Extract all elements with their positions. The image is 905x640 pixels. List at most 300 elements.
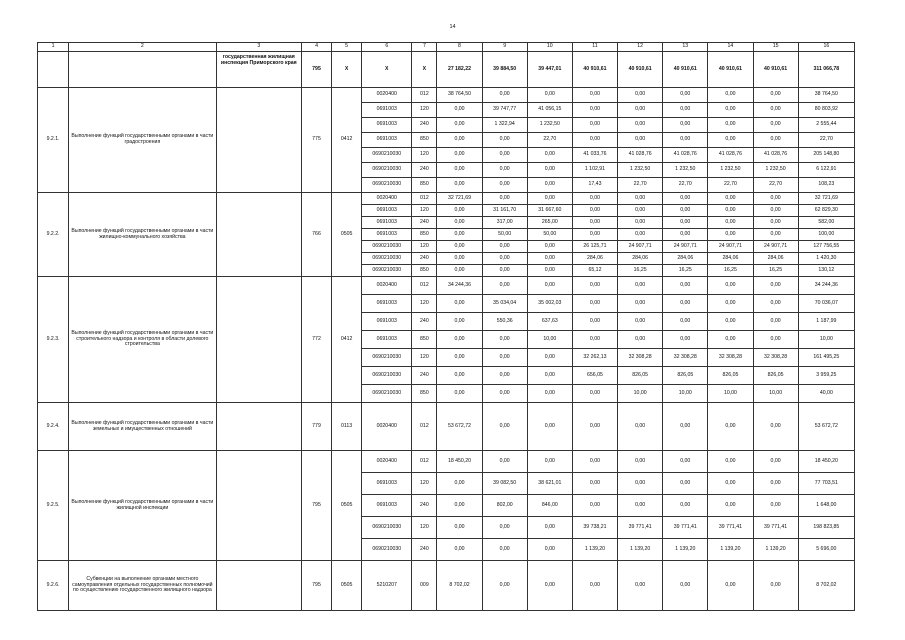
year-value: 0,00 [437,163,482,178]
year-value: 32 308,28 [663,349,708,367]
article-code: 0691003 [362,205,412,217]
year-value: 0,00 [437,495,482,517]
year-value: 0,00 [708,133,753,148]
column-number: 1 [38,43,69,52]
year-value: 0,00 [482,163,527,178]
owner-cell [216,403,301,451]
expense-type: 120 [412,241,437,253]
year-value: 284,06 [663,253,708,265]
summary-total: 311 066,78 [798,52,854,88]
column-number: 5 [332,43,362,52]
row-total: 10,00 [798,331,854,349]
year-value: 0,00 [527,163,572,178]
year-value: 0,00 [753,561,798,611]
section-code: 0505 [332,193,362,277]
year-value: 16,25 [708,265,753,277]
article-code: 0691003 [362,118,412,133]
year-value: 0,00 [437,539,482,561]
year-value: 0,00 [618,103,663,118]
expense-type: 120 [412,148,437,163]
article-code: 0690210030 [362,178,412,193]
year-value: 22,70 [527,133,572,148]
year-value: 0,00 [527,178,572,193]
expense-type: 850 [412,229,437,241]
section-title: Выполнение функций государственными органами в части жилищной инспекции [69,451,217,561]
year-value: 0,00 [618,403,663,451]
article-code: 0691003 [362,103,412,118]
year-value: 0,00 [663,331,708,349]
year-value: 0,00 [482,451,527,473]
column-number: 14 [708,43,753,52]
expense-type: 012 [412,88,437,103]
table-row [38,561,855,611]
owner-cell [216,193,301,277]
expense-type: 012 [412,193,437,205]
year-value: 1 102,91 [572,163,617,178]
year-value: 0,00 [572,118,617,133]
row-total: 22,70 [798,133,854,148]
year-value: 0,00 [663,193,708,205]
year-value: 39 771,41 [708,517,753,539]
row-total: 32 721,69 [798,193,854,205]
year-value: 0,00 [618,193,663,205]
year-value: 0,00 [437,217,482,229]
year-value: 0,00 [753,403,798,451]
year-value: 0,00 [527,253,572,265]
summary-value: 40 910,61 [663,52,708,88]
year-value: 0,00 [437,349,482,367]
expense-type: 120 [412,517,437,539]
year-value: 265,00 [527,217,572,229]
year-value: 0,00 [663,133,708,148]
expense-type: 012 [412,451,437,473]
year-value: 39 771,41 [618,517,663,539]
year-value: 0,00 [618,451,663,473]
article-code: 0691003 [362,331,412,349]
summary-row [38,52,855,88]
year-value: 16,25 [753,265,798,277]
year-value: 17,43 [572,178,617,193]
year-value: 0,00 [708,88,753,103]
year-value: 22,70 [708,178,753,193]
year-value: 1 139,20 [753,539,798,561]
row-total: 1 420,30 [798,253,854,265]
owner-cell [216,277,301,403]
article-code: 0020400 [362,403,412,451]
year-value: 34 244,36 [437,277,482,295]
year-value: 0,00 [708,561,753,611]
year-value: 24 907,71 [663,241,708,253]
year-value: 0,00 [437,241,482,253]
year-value: 0,00 [753,451,798,473]
expense-type: 012 [412,277,437,295]
column-number: 15 [753,43,798,52]
year-value: 35 034,04 [482,295,527,313]
year-value: 24 907,71 [708,241,753,253]
year-value: 41 028,76 [753,148,798,163]
year-value: 0,00 [753,229,798,241]
section-code: 0412 [332,88,362,193]
expense-type: 850 [412,178,437,193]
year-value: 22,70 [753,178,798,193]
summary-value: 40 910,61 [753,52,798,88]
expense-type: 120 [412,473,437,495]
year-value: 0,00 [572,313,617,331]
year-value: 0,00 [572,403,617,451]
year-value: 0,00 [663,313,708,331]
year-value: 0,00 [708,313,753,331]
year-value: 0,00 [753,495,798,517]
year-value: 826,05 [618,367,663,385]
column-number: 12 [618,43,663,52]
section-number: 9.2.2. [38,193,69,277]
summary-value: 39 447,01 [527,52,572,88]
year-value: 32 308,28 [708,349,753,367]
year-value: 0,00 [618,495,663,517]
article-code: 0691003 [362,295,412,313]
expense-type: 850 [412,133,437,148]
year-value: 1 139,20 [663,539,708,561]
expense-type: 850 [412,265,437,277]
year-value: 53 672,72 [437,403,482,451]
table-row [38,88,855,103]
expense-type: 240 [412,163,437,178]
year-value: 0,00 [482,367,527,385]
year-value: 0,00 [437,205,482,217]
row-total: 127 756,55 [798,241,854,253]
year-value: 65,12 [572,265,617,277]
year-value: 0,00 [437,253,482,265]
admin-code: 795 [301,451,331,561]
summary-value: 40 910,61 [572,52,617,88]
year-value: 0,00 [527,561,572,611]
year-value: 0,00 [527,241,572,253]
row-total: 62 829,30 [798,205,854,217]
year-value: 0,00 [708,331,753,349]
year-value: 0,00 [482,178,527,193]
article-code: 0690210030 [362,265,412,277]
section-code: 0505 [332,561,362,611]
year-value: 0,00 [437,473,482,495]
year-value: 39 771,41 [663,517,708,539]
year-value: 16,25 [663,265,708,277]
year-value: 0,00 [663,118,708,133]
row-total: 100,00 [798,229,854,241]
year-value: 32 308,28 [618,349,663,367]
row-total: 1 187,99 [798,313,854,331]
row-total: 5 696,00 [798,539,854,561]
year-value: 656,05 [572,367,617,385]
year-value: 0,00 [572,331,617,349]
table-row [38,403,855,451]
year-value: 0,00 [482,265,527,277]
article-code: 0690210030 [362,148,412,163]
year-value: 24 907,71 [618,241,663,253]
year-value: 50,00 [482,229,527,241]
row-total: 198 823,85 [798,517,854,539]
year-value: 0,00 [618,88,663,103]
expense-type: 850 [412,385,437,403]
section-number: 9.2.5. [38,451,69,561]
year-value: 0,00 [708,277,753,295]
year-value: 0,00 [663,403,708,451]
year-value: 0,00 [572,103,617,118]
year-value: 0,00 [572,495,617,517]
article-code: 0690210030 [362,367,412,385]
article-code: 0691003 [362,473,412,495]
year-value: 0,00 [663,295,708,313]
year-value: 826,05 [663,367,708,385]
row-total: 70 036,07 [798,295,854,313]
summary-cell [69,52,217,88]
row-total: 108,23 [798,178,854,193]
owner-cell [216,451,301,561]
year-value: 0,00 [527,367,572,385]
article-code: 5210207 [362,561,412,611]
year-value: 0,00 [663,229,708,241]
section-code: 0412 [332,277,362,403]
year-value: 0,00 [753,118,798,133]
year-value: 0,00 [753,103,798,118]
column-number: 9 [482,43,527,52]
column-number: 3 [216,43,301,52]
article-code: 0691003 [362,313,412,331]
year-value: 38 621,01 [527,473,572,495]
year-value: 0,00 [753,88,798,103]
row-total: 80 803,92 [798,103,854,118]
year-value: 0,00 [527,265,572,277]
year-value: 0,00 [572,473,617,495]
column-number: 4 [301,43,331,52]
year-value: 0,00 [527,277,572,295]
section-title: Выполнение функций государственными органами в части земельных и имущественных отношений [69,403,217,451]
year-value: 0,00 [753,277,798,295]
article-code: 0690210030 [362,539,412,561]
year-value: 0,00 [708,205,753,217]
expense-type: 120 [412,205,437,217]
expense-type: 009 [412,561,437,611]
summary-c7: X [412,52,437,88]
year-value: 31 667,60 [527,205,572,217]
year-value: 284,06 [618,253,663,265]
table-row [38,193,855,205]
row-total: 40,00 [798,385,854,403]
owner-cell [216,88,301,193]
year-value: 0,00 [572,451,617,473]
row-total: 205 148,80 [798,148,854,163]
year-value: 35 002,03 [527,295,572,313]
column-number: 10 [527,43,572,52]
year-value: 32 308,28 [753,349,798,367]
year-value: 0,00 [708,473,753,495]
year-value: 0,00 [753,217,798,229]
table-row [38,277,855,295]
year-value: 0,00 [527,451,572,473]
year-value: 0,00 [437,331,482,349]
owner-name: государственная жилищная инспекция Приморского края [216,52,301,88]
summary-cell [38,52,69,88]
year-value: 0,00 [572,88,617,103]
year-value: 0,00 [482,539,527,561]
year-value: 32 721,69 [437,193,482,205]
year-value: 10,00 [618,385,663,403]
expense-type: 240 [412,313,437,331]
year-value: 0,00 [753,295,798,313]
expense-type: 240 [412,217,437,229]
year-value: 0,00 [482,349,527,367]
year-value: 0,00 [527,539,572,561]
article-code: 0690210030 [362,253,412,265]
year-value: 1 139,20 [708,539,753,561]
year-value: 38 764,50 [437,88,482,103]
column-number: 8 [437,43,482,52]
year-value: 0,00 [663,495,708,517]
article-code: 0690210030 [362,349,412,367]
year-value: 802,00 [482,495,527,517]
article-code: 0690210030 [362,241,412,253]
year-value: 0,00 [437,103,482,118]
year-value: 0,00 [572,295,617,313]
year-value: 0,00 [663,217,708,229]
year-value: 1 232,50 [753,163,798,178]
expense-type: 120 [412,103,437,118]
year-value: 1 139,20 [618,539,663,561]
row-total: 34 244,36 [798,277,854,295]
year-value: 0,00 [618,217,663,229]
column-number: 13 [663,43,708,52]
year-value: 1 322,94 [482,118,527,133]
year-value: 0,00 [482,133,527,148]
year-value: 0,00 [482,193,527,205]
year-value: 0,00 [708,403,753,451]
year-value: 0,00 [708,118,753,133]
section-number: 9.2.1. [38,88,69,193]
year-value: 10,00 [753,385,798,403]
row-total: 6 122,91 [798,163,854,178]
expense-type: 120 [412,349,437,367]
year-value: 0,00 [753,133,798,148]
expense-type: 240 [412,118,437,133]
summary-value: 40 910,61 [618,52,663,88]
row-total: 130,12 [798,265,854,277]
year-value: 0,00 [572,205,617,217]
year-value: 22,70 [663,178,708,193]
expense-type: 120 [412,295,437,313]
year-value: 0,00 [618,133,663,148]
row-total: 18 450,20 [798,451,854,473]
year-value: 0,00 [618,295,663,313]
admin-code: 779 [301,403,331,451]
year-value: 0,00 [753,193,798,205]
year-value: 550,36 [482,313,527,331]
year-value: 0,00 [572,229,617,241]
year-value: 0,00 [618,118,663,133]
year-value: 0,00 [618,229,663,241]
budget-table [37,42,855,611]
year-value: 0,00 [753,331,798,349]
admin-code: 772 [301,277,331,403]
year-value: 0,00 [708,193,753,205]
article-code: 0020400 [362,193,412,205]
year-value: 0,00 [527,148,572,163]
year-value: 0,00 [527,193,572,205]
year-value: 0,00 [482,385,527,403]
row-total: 53 672,72 [798,403,854,451]
year-value: 22,70 [618,178,663,193]
year-value: 39 738,21 [572,517,617,539]
article-code: 0020400 [362,451,412,473]
year-value: 10,00 [527,331,572,349]
year-value: 1 232,50 [708,163,753,178]
section-number: 9.2.4. [38,403,69,451]
section-title: Выполнение функций государственными органами в части градостроения [69,88,217,193]
year-value: 826,05 [753,367,798,385]
year-value: 41 028,76 [708,148,753,163]
year-value: 0,00 [437,178,482,193]
column-number: 7 [412,43,437,52]
year-value: 18 450,20 [437,451,482,473]
article-code: 0691003 [362,133,412,148]
year-value: 39 082,50 [482,473,527,495]
year-value: 284,06 [708,253,753,265]
year-value: 0,00 [437,148,482,163]
year-value: 39 747,77 [482,103,527,118]
year-value: 0,00 [437,295,482,313]
year-value: 0,00 [527,403,572,451]
year-value: 846,00 [527,495,572,517]
summary-value: 40 910,61 [708,52,753,88]
section-title: Выполнение функций государственными органами в части строительного надзора и контроля в области долевого строительства [69,277,217,403]
expense-type: 012 [412,403,437,451]
article-code: 0691003 [362,229,412,241]
year-value: 0,00 [663,88,708,103]
summary-c6: X [362,52,412,88]
year-value: 0,00 [482,403,527,451]
year-value: 0,00 [618,473,663,495]
year-value: 0,00 [572,133,617,148]
year-value: 0,00 [572,277,617,295]
section-title: Выполнение функций государственными органами в части жилищно-коммунального хозяйства [69,193,217,277]
year-value: 0,00 [708,217,753,229]
year-value: 0,00 [663,103,708,118]
year-value: 0,00 [437,367,482,385]
year-value: 0,00 [618,331,663,349]
section-number: 9.2.6. [38,561,69,611]
section-code: 0113 [332,403,362,451]
year-value: 0,00 [753,313,798,331]
year-value: 284,06 [753,253,798,265]
year-value: 31 161,70 [482,205,527,217]
table-row [38,451,855,473]
expense-type: 240 [412,253,437,265]
expense-type: 240 [412,539,437,561]
page-number: 14 [449,24,456,30]
column-number: 11 [572,43,617,52]
expense-type: 240 [412,367,437,385]
year-value: 284,06 [572,253,617,265]
article-code: 0020400 [362,88,412,103]
year-value: 0,00 [527,517,572,539]
section-title: Субвенции на выполнение органами местного самоуправления отдельных государственных полномочий по осуществлению государственного жилищного надзора [69,561,217,611]
year-value: 0,00 [482,561,527,611]
year-value: 0,00 [482,241,527,253]
year-value: 0,00 [437,133,482,148]
year-value: 16,25 [618,265,663,277]
year-value: 0,00 [437,265,482,277]
row-total: 1 648,00 [798,495,854,517]
summary-value: 27 182,22 [437,52,482,88]
year-value: 0,00 [663,561,708,611]
